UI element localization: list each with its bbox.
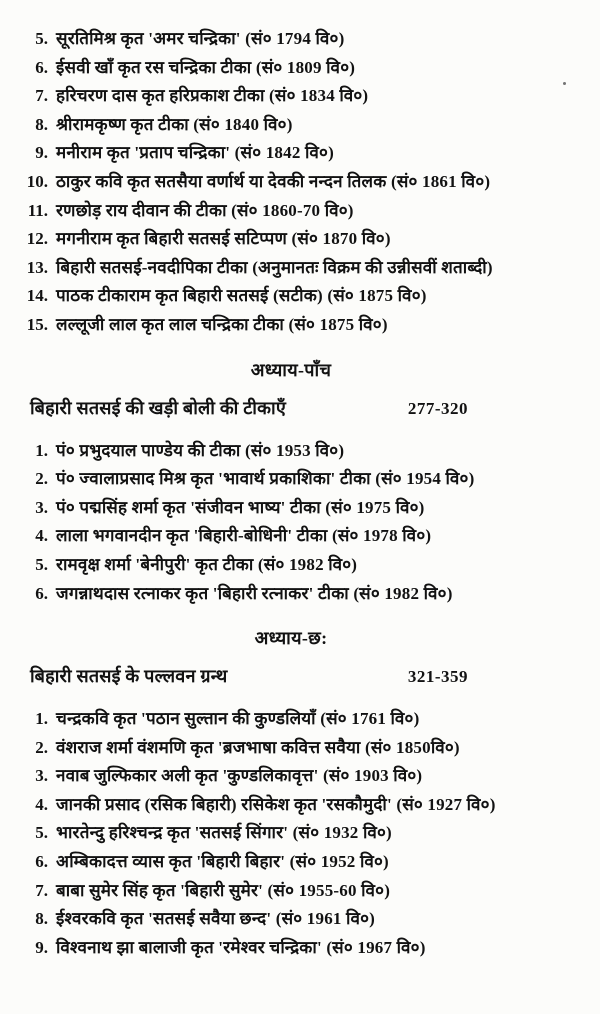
toc-item [22, 226, 560, 255]
item-number: 6. [35, 852, 48, 872]
item-text: जानकी प्रसाद (रसिक बिहारी) रसिकेश कृत 'रसकौमुदी' (सं० 1927 वि०) [56, 794, 496, 814]
item-number: 7. [35, 86, 48, 106]
section-title: बिहारी सतसई की खड़ी बोली की टीकाएँ [30, 397, 286, 418]
item-number: 7. [35, 880, 48, 900]
toc-item [22, 523, 560, 552]
item-text: लाला भगवानदीन कृत 'बिहारी-बोधिनी' टीका (सं० 1978 वि०) [56, 526, 432, 546]
item-number: 2. [35, 469, 48, 489]
item-number: 3. [35, 497, 48, 517]
item-number: 6. [35, 583, 48, 603]
item-number: 10. [26, 171, 48, 191]
item-number: 5. [35, 554, 48, 574]
item-number: 9. [35, 143, 48, 163]
item-number: 8. [35, 909, 48, 929]
toc-item [22, 140, 560, 169]
section-title: बिहारी सतसई के पल्लवन ग्रन्थ [30, 666, 228, 687]
section-row-six [22, 663, 560, 690]
item-text: जगन्नाथदास रत्नाकर कृत 'बिहारी रत्नाकर' टीका (सं० 1982 वि०) [56, 583, 453, 603]
item-text: श्रीरामकृष्ण कृत टीका (सं० 1840 वि०) [56, 114, 293, 134]
item-number: 4. [35, 526, 48, 546]
toc-item [22, 83, 560, 112]
item-number: 13. [26, 257, 48, 277]
item-text: ईश्वरकवि कृत 'सतसई सवैया छन्द' (सं० 1961 वि०) [56, 909, 376, 929]
chapter-heading-five: अध्याय-पाँच [250, 359, 332, 380]
item-text: पं० प्रभुदयाल पाण्डेय की टीका (सं० 1953 वि०) [56, 440, 345, 460]
item-number: 1. [35, 709, 48, 729]
item-text: रणछोड़ राय दीवान की टीका (सं० 1860-70 वि०) [56, 200, 354, 220]
toc-item [22, 906, 560, 935]
item-text: बाबा सुमेर सिंह कृत 'बिहारी सुमेर' (सं० 1955-60 वि०) [56, 880, 391, 900]
item-text: मनीराम कृत 'प्रताप चन्द्रिका' (सं० 1842 वि०) [56, 143, 334, 163]
toc-list-chapter-five [22, 438, 560, 610]
toc-item [22, 735, 560, 764]
item-number: 11. [27, 200, 48, 220]
scan-speck [563, 82, 566, 85]
toc-item [22, 552, 560, 581]
item-text: मगनीराम कृत बिहारी सतसई सटिप्पण (सं० 1870 वि०) [56, 229, 391, 249]
toc-list-intro [22, 26, 560, 341]
item-text: लल्लूजी लाल कृत लाल चन्द्रिका टीका (सं० 1875 वि०) [56, 314, 388, 334]
item-text: ईसवी खाँ कृत रस चन्द्रिका टीका (सं० 1809 वि०) [56, 57, 356, 77]
item-number: 1. [35, 440, 48, 460]
toc-item [22, 820, 560, 849]
toc-item [22, 706, 560, 735]
toc-item [22, 849, 560, 878]
item-number: 15. [26, 314, 48, 334]
item-text: अम्बिकादत्त व्यास कृत 'बिहारी बिहार' (सं० 1952 वि०) [56, 852, 389, 872]
item-number: 2. [35, 737, 48, 757]
item-number: 5. [35, 29, 48, 48]
item-text: पाठक टीकाराम कृत बिहारी सतसई (सटीक) (सं० 1875 वि०) [56, 286, 427, 306]
item-number: 5. [35, 823, 48, 843]
page-range: 277-320 [407, 398, 468, 418]
toc-item [22, 466, 560, 495]
toc-item [22, 935, 560, 964]
item-number: 3. [35, 766, 48, 786]
toc-item [22, 283, 560, 312]
toc-item [22, 495, 560, 524]
item-text: ठाकुर कवि कृत सतसैया वर्णार्थ या देवकी नन्दन तिलक (सं० 1861 वि०) [56, 171, 491, 191]
toc-item [22, 26, 560, 55]
toc-item [22, 198, 560, 227]
page-range: 321-359 [407, 667, 468, 687]
item-text: भारतेन्दु हरिश्चन्द्र कृत 'सतसई सिंगार' (सं० 1932 वि०) [56, 823, 392, 843]
item-text: रामवृक्ष शर्मा 'बेनीपुरी' कृत टीका (सं० 1982 वि०) [56, 554, 358, 574]
item-text: सूरतिमिश्र कृत 'अमर चन्द्रिका' (सं० 1794 वि०) [56, 29, 345, 48]
item-text: नवाब जुल्फिकार अली कृत 'कुण्डलिकावृत्त' (सं० 1903 वि०) [56, 766, 423, 786]
toc-item [22, 112, 560, 141]
toc-item [22, 312, 560, 341]
toc-item [22, 255, 560, 284]
item-text: चन्द्रकवि कृत 'पठान सुल्तान की कुण्डलियाँ (सं० 1761 वि०) [56, 709, 420, 729]
item-text: वंशराज शर्मा वंशमणि कृत 'ब्रजभाषा कवित्त सवैया (सं० 1850वि०) [56, 737, 460, 757]
toc-item [22, 878, 560, 907]
toc-list-chapter-six [22, 706, 560, 963]
item-number: 4. [35, 794, 48, 814]
toc-item [22, 55, 560, 84]
item-text: बिहारी सतसई-नवदीपिका टीका (अनुमानतः विक्रम की उन्नीसवीं शताब्दी) [56, 257, 493, 277]
item-number: 6. [35, 57, 48, 77]
item-text: पं० ज्वालाप्रसाद मिश्र कृत 'भावार्थ प्रकाशिका' टीका (सं० 1954 वि०) [56, 469, 475, 489]
item-number: 12. [26, 229, 48, 249]
item-number: 8. [35, 114, 48, 134]
item-number: 9. [35, 937, 48, 957]
item-text: पं० पद्मसिंह शर्मा कृत 'संजीवन भाष्य' टीका (सं० 1975 वि०) [56, 497, 425, 517]
chapter-heading-six: अध्याय-छ: [254, 628, 328, 649]
toc-item [22, 792, 560, 821]
toc-item [22, 169, 560, 198]
toc-item [22, 438, 560, 467]
item-text: हरिचरण दास कृत हरिप्रकाश टीका (सं० 1834 वि०) [56, 86, 369, 106]
item-number: 14. [26, 286, 48, 306]
toc-item [22, 581, 560, 610]
section-row-five [22, 395, 560, 422]
toc-item [22, 763, 560, 792]
item-text: विश्वनाथ झा बालाजी कृत 'रमेश्वर चन्द्रिका' (सं० 1967 वि०) [56, 937, 426, 957]
